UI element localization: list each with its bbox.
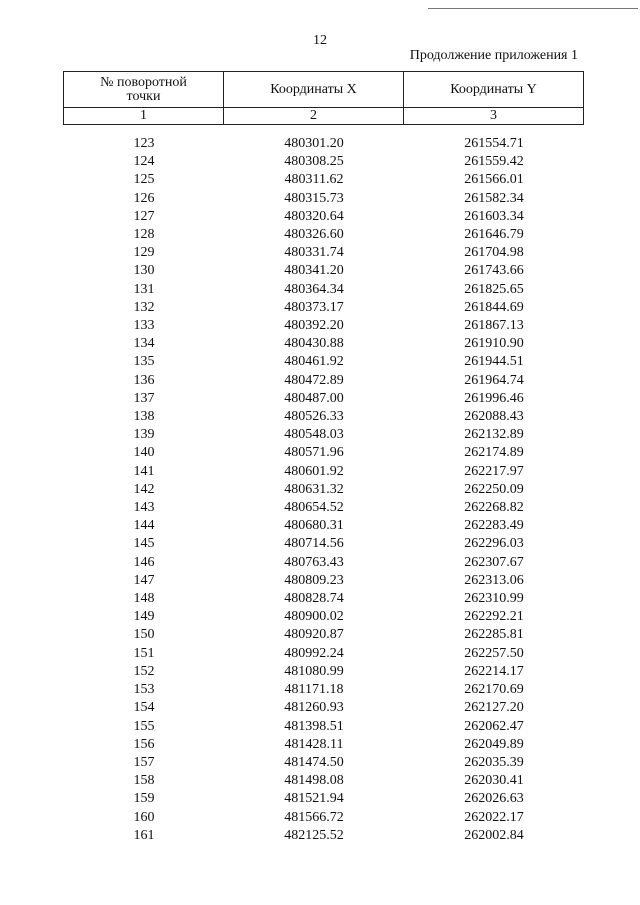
x-coordinate-cell: 480526.33	[284, 409, 344, 425]
table-row	[64, 681, 584, 699]
y-coordinate-cell: 262127.20	[464, 700, 524, 716]
table-row	[64, 645, 584, 663]
y-coordinate-cell: 262285.81	[464, 627, 524, 643]
x-coordinate-cell: 481398.51	[284, 718, 344, 734]
point-number-cell: 143	[133, 500, 155, 516]
y-coordinate-cell: 262049.89	[464, 736, 524, 752]
point-number-cell: 137	[133, 390, 155, 406]
x-coordinate-cell: 481566.72	[284, 809, 344, 825]
x-coordinate-cell: 480763.43	[284, 554, 344, 570]
y-coordinate-cell: 262257.50	[464, 645, 524, 661]
y-coordinate-cell: 261964.74	[464, 372, 524, 388]
table-row	[64, 353, 584, 371]
point-number-cell: 160	[133, 809, 155, 825]
x-coordinate-cell: 481260.93	[284, 700, 344, 716]
y-coordinate-cell: 262310.99	[464, 591, 524, 607]
y-coordinate-cell: 262307.67	[464, 554, 524, 570]
column-number-1: 1	[64, 108, 224, 125]
x-coordinate-cell: 480900.02	[284, 609, 344, 625]
table-row	[64, 408, 584, 426]
y-coordinate-cell: 262214.17	[464, 663, 524, 679]
x-coordinate-cell: 480714.56	[284, 536, 344, 552]
table-row	[64, 208, 584, 226]
y-coordinate-cell: 262292.21	[464, 609, 524, 625]
point-number-cell: 129	[133, 245, 155, 261]
table-row	[64, 372, 584, 390]
x-coordinate-cell: 480601.92	[284, 463, 344, 479]
x-coordinate-cell: 481080.99	[284, 663, 344, 679]
column-number-2: 2	[224, 108, 404, 125]
coordinates-table-header	[63, 71, 584, 125]
x-coordinate-cell: 480341.20	[284, 263, 344, 279]
table-row	[64, 335, 584, 353]
x-coordinate-cell: 480301.20	[284, 136, 344, 151]
header-point-number	[64, 72, 224, 108]
point-number-cell: 154	[133, 700, 155, 716]
table-row	[64, 226, 584, 244]
y-coordinate-cell: 262268.82	[464, 500, 524, 516]
point-number-cell: 134	[133, 336, 155, 352]
point-number-cell: 149	[133, 609, 155, 625]
point-number-cell: 146	[133, 554, 155, 570]
point-number-cell: 151	[133, 645, 155, 661]
x-coordinate-cell: 480920.87	[284, 627, 344, 643]
y-coordinate-cell: 261646.79	[464, 227, 524, 243]
point-number-cell: 138	[133, 409, 155, 425]
table-row	[64, 317, 584, 335]
y-coordinate-cell: 262170.69	[464, 682, 524, 698]
x-coordinate-cell: 480828.74	[284, 591, 344, 607]
x-coordinate-cell: 480364.34	[284, 281, 344, 297]
point-number-cell: 145	[133, 536, 155, 552]
point-number-cell: 148	[133, 591, 155, 607]
table-row	[64, 262, 584, 280]
table-row	[64, 809, 584, 827]
x-coordinate-cell: 480631.32	[284, 481, 344, 497]
coordinates-rows	[64, 135, 584, 845]
table-row	[64, 244, 584, 262]
table-row	[64, 481, 584, 499]
point-number-cell: 156	[133, 736, 155, 752]
point-number-cell: 130	[133, 263, 155, 279]
y-coordinate-cell: 262022.17	[464, 809, 524, 825]
table-row	[64, 699, 584, 717]
table-row	[64, 499, 584, 517]
y-coordinate-cell: 262296.03	[464, 536, 524, 552]
y-coordinate-cell: 262088.43	[464, 409, 524, 425]
table-row	[64, 463, 584, 481]
table-row	[64, 554, 584, 572]
y-coordinate-cell: 262026.63	[464, 791, 524, 807]
y-coordinate-cell: 262250.09	[464, 481, 524, 497]
point-number-cell: 159	[133, 791, 155, 807]
y-coordinate-cell: 261743.66	[464, 263, 524, 279]
x-coordinate-cell: 480571.96	[284, 445, 344, 461]
x-coordinate-cell: 480392.20	[284, 318, 344, 334]
x-coordinate-cell: 482125.52	[284, 827, 344, 843]
table-row	[64, 608, 584, 626]
point-number-cell: 132	[133, 299, 155, 315]
point-number-cell: 155	[133, 718, 155, 734]
x-coordinate-cell: 480992.24	[284, 645, 344, 661]
table-row	[64, 190, 584, 208]
y-coordinate-cell: 261554.71	[464, 136, 524, 151]
top-rule	[428, 8, 638, 9]
y-coordinate-cell: 262062.47	[464, 718, 524, 734]
x-coordinate-cell: 480331.74	[284, 245, 344, 261]
coordinates-table-body	[64, 135, 584, 845]
point-number-cell: 128	[133, 227, 155, 243]
point-number-cell: 157	[133, 754, 155, 770]
point-number-cell: 144	[133, 518, 155, 534]
table-row	[64, 754, 584, 772]
point-number-cell: 131	[133, 281, 155, 297]
x-coordinate-cell: 481428.11	[284, 736, 344, 752]
y-coordinate-cell: 262313.06	[464, 572, 524, 588]
table-row	[64, 390, 584, 408]
point-number-cell: 136	[133, 372, 155, 388]
x-coordinate-cell: 480548.03	[284, 427, 344, 443]
point-number-cell: 158	[133, 773, 155, 789]
x-coordinate-cell: 480373.17	[284, 299, 344, 315]
x-coordinate-cell: 480654.52	[284, 500, 344, 516]
table-row	[64, 790, 584, 808]
table-row	[64, 517, 584, 535]
table-row	[64, 663, 584, 681]
x-coordinate-cell: 480326.60	[284, 227, 344, 243]
column-number-3: 3	[404, 108, 584, 125]
y-coordinate-cell: 262002.84	[464, 827, 524, 843]
table-row	[64, 153, 584, 171]
x-coordinate-cell: 480487.00	[284, 390, 344, 406]
x-coordinate-cell: 480320.64	[284, 208, 344, 224]
table-row	[64, 772, 584, 790]
point-number-cell: 161	[133, 827, 155, 843]
y-coordinate-cell: 261704.98	[464, 245, 524, 261]
x-coordinate-cell: 480472.89	[284, 372, 344, 388]
point-number-cell: 147	[133, 572, 155, 588]
x-coordinate-cell: 480315.73	[284, 190, 344, 206]
x-coordinate-cell: 480680.31	[284, 518, 344, 534]
y-coordinate-cell: 262030.41	[464, 773, 524, 789]
point-number-cell: 127	[133, 208, 155, 224]
header-y: Координаты Y	[404, 72, 584, 108]
header-x: Координаты X	[224, 72, 404, 108]
point-number-cell: 150	[133, 627, 155, 643]
table-row	[64, 535, 584, 553]
y-coordinate-cell: 262283.49	[464, 518, 524, 534]
x-coordinate-cell: 480430.88	[284, 336, 344, 352]
x-coordinate-cell: 480809.23	[284, 572, 344, 588]
table-row	[64, 626, 584, 644]
y-coordinate-cell: 262035.39	[464, 754, 524, 770]
table-row	[64, 426, 584, 444]
x-coordinate-cell: 480461.92	[284, 354, 344, 370]
table-row	[64, 281, 584, 299]
table-row	[64, 827, 584, 845]
point-number-cell: 152	[133, 663, 155, 679]
point-number-cell: 141	[133, 463, 155, 479]
x-coordinate-cell: 480311.62	[284, 172, 344, 188]
y-coordinate-cell: 261867.13	[464, 318, 524, 334]
y-coordinate-cell: 261825.65	[464, 281, 524, 297]
y-coordinate-cell: 262217.97	[464, 463, 524, 479]
header-point-number-label: № поворотной точки	[100, 74, 187, 104]
point-number-cell: 139	[133, 427, 155, 443]
y-coordinate-cell: 261996.46	[464, 390, 524, 406]
table-row	[64, 171, 584, 189]
point-number-cell: 133	[133, 318, 155, 334]
point-number-cell: 126	[133, 190, 155, 206]
table-row	[64, 590, 584, 608]
table-row	[64, 135, 584, 153]
point-number-cell: 142	[133, 481, 155, 497]
y-coordinate-cell: 262132.89	[464, 427, 524, 443]
x-coordinate-cell: 480308.25	[284, 154, 344, 170]
continuation-note: Продолжение приложения 1	[409, 48, 578, 63]
y-coordinate-cell: 261582.34	[464, 190, 524, 206]
table-row	[64, 299, 584, 317]
table-row	[64, 572, 584, 590]
x-coordinate-cell: 481474.50	[284, 754, 344, 770]
x-coordinate-cell: 481171.18	[284, 682, 344, 698]
point-number-cell: 125	[133, 172, 155, 188]
table-row	[64, 718, 584, 736]
page-number: 12	[313, 33, 327, 48]
table-row	[64, 444, 584, 462]
point-number-cell: 153	[133, 682, 155, 698]
y-coordinate-cell: 261566.01	[464, 172, 524, 188]
point-number-cell: 124	[133, 154, 155, 170]
y-coordinate-cell: 261944.51	[464, 354, 524, 370]
table-row	[64, 736, 584, 754]
x-coordinate-cell: 481498.08	[284, 773, 344, 789]
y-coordinate-cell: 261910.90	[464, 336, 524, 352]
y-coordinate-cell: 261844.69	[464, 299, 524, 315]
point-number-cell: 123	[133, 136, 155, 151]
x-coordinate-cell: 481521.94	[284, 791, 344, 807]
point-number-cell: 135	[133, 354, 155, 370]
y-coordinate-cell: 261603.34	[464, 208, 524, 224]
y-coordinate-cell: 261559.42	[464, 154, 524, 170]
y-coordinate-cell: 262174.89	[464, 445, 524, 461]
point-number-cell: 140	[133, 445, 155, 461]
